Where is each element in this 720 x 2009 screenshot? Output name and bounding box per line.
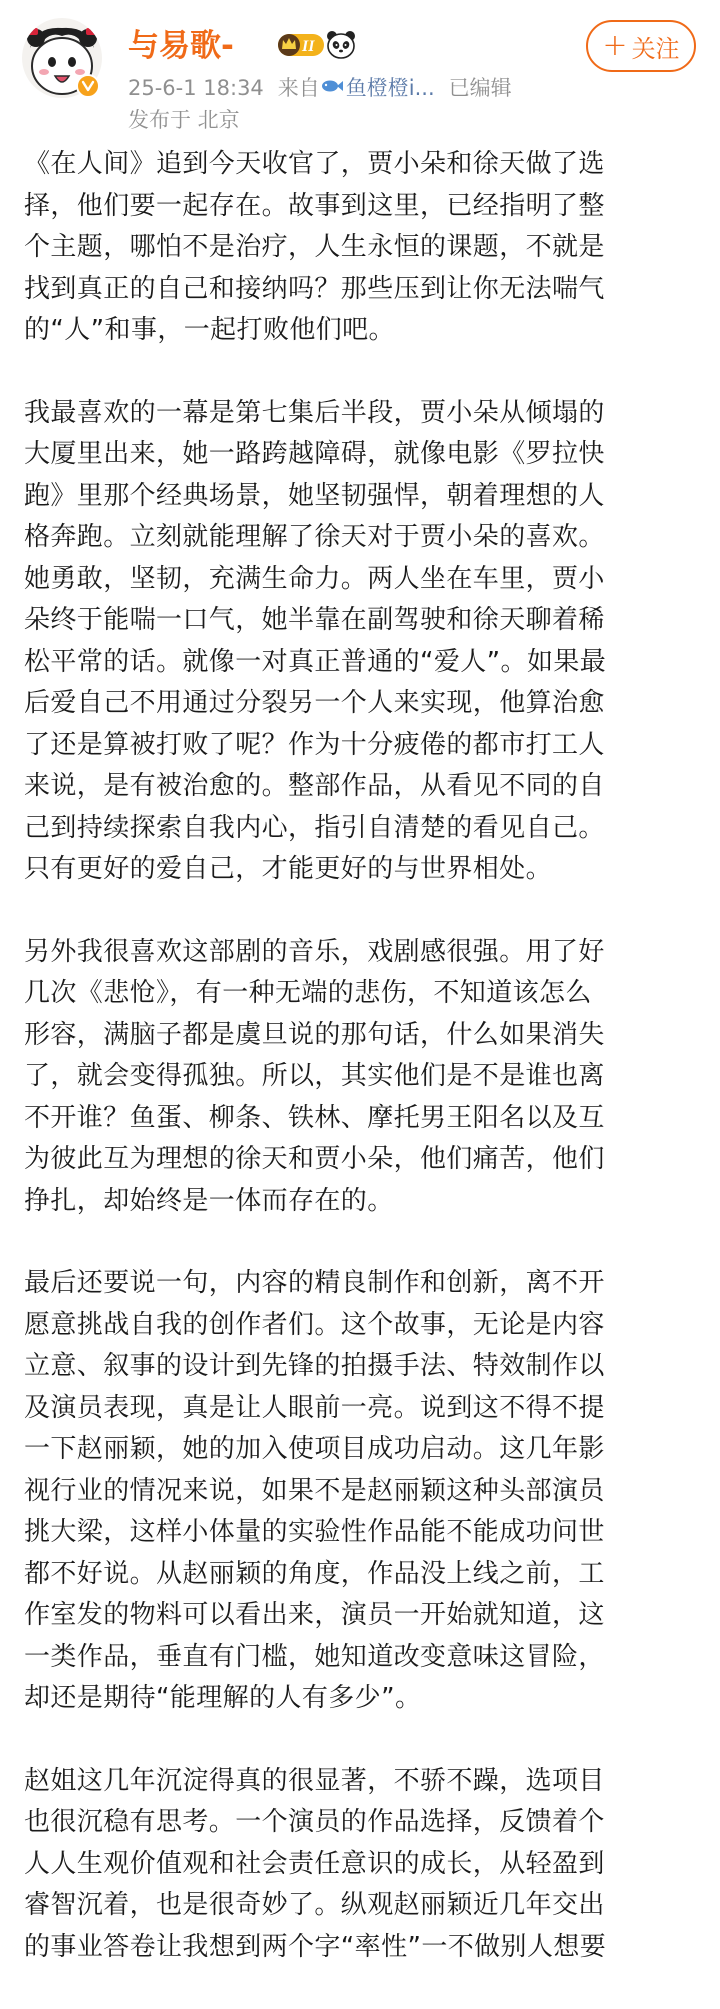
post-line: 作室发的物料可以看出来，演员一开始就知道，这 [24,1600,605,1630]
post-line: 找到真正的自己和接纳吗？那些压到让你无法喘气 [24,273,605,304]
post-line: 视行业的情况来说，如果不是赵丽颖这种头部演员 [24,1475,605,1506]
post-location: 发布于 北京 [128,108,240,132]
plus-icon: + [602,28,628,63]
follow-label: 关注 [631,34,680,63]
post-line: 形容，满脑子都是虞旦说的那句话，什么如果消失 [24,1019,605,1050]
post-line: 的“人”和事，一起打败他们吧。 [24,315,395,345]
level-badge-text: II [302,38,315,55]
post-meta [128,74,512,102]
post-body [24,144,696,2009]
post-line: 己到持续探索自我内心，指引自清楚的看见自己。 [24,812,605,843]
post-line: 大厦里出来，她一路跨越障碍，就像电影《罗拉快 [24,439,605,469]
post-line: 来说，是有被治愈的。整部作品，从看见不同的自 [24,771,605,801]
post-line: 朵终于能喘一口气，她半靠在副驾驶和徐天聊着稀 [24,605,605,635]
post-line: 几次《悲怆》，有一种无端的悲伤，不知道该怎么 [24,978,592,1008]
post-line: 了还是算被打败了呢？作为十分疲倦的都市打工人 [24,729,605,760]
post-paragraph [24,932,696,1223]
post-header [0,0,720,140]
post-line: 不开谁？鱼蛋、柳条、铁林、摩托男王阳名以及互 [24,1102,605,1133]
post-timestamp: 25-6-1 18:34 [128,76,264,100]
post-line: 她勇敢，坚韧，充满生命力。两人坐在车里，贾小 [24,563,605,594]
post-line: 却还是期待“能理解的人有多少”。 [24,1683,422,1713]
post-line: 后爱自己不用通过分裂另一个人来实现，他算治愈 [24,688,605,718]
post-line: 另外我很喜欢这部剧的音乐，戏剧感很强。用了好 [24,936,605,967]
post-line: 跑》里那个经典场景，她坚韧强悍，朝着理想的人 [24,480,605,511]
post-line: 只有更好的爱自己，才能更好的与世界相处。 [24,854,553,884]
post-line: 的事业答卷让我想到两个字“率性”一不做别人想要 [24,1931,607,1962]
post-line: 格奔跑。立刻就能理解了徐天对于贾小朵的喜欢。 [24,522,605,552]
post-line: 及演员表现，真是让人眼前一亮。说到这不得不提 [24,1392,605,1423]
post-line: 赵姐这几年沉淀得真的很显著，不骄不躁，选项目 [24,1765,605,1796]
post-line: 一类作品，垂直有门槛，她知道改变意味这冒险， [24,1641,605,1672]
post-line: 为彼此互为理想的徐天和贾小朵，他们痛苦，他们 [24,1144,605,1174]
edited-label[interactable]: 已编辑 [448,76,512,100]
post-line: 也很沉稳有思考。一个演员的作品选择，反馈着个 [24,1807,605,1837]
post-line: 睿智沉着，也是很奇妙了。纵观赵丽颖近几年交出 [24,1890,605,1920]
post-paragraph [24,144,696,352]
username[interactable]: 与易歌- [128,28,234,64]
post-line: 挣扎，却始终是一体而存在的。 [24,1185,394,1216]
panda-icon [325,29,357,61]
post-paragraph [24,1761,696,1969]
post-line: 挑大梁，这样小体量的实验性作品能不能成功问世 [24,1517,605,1547]
source-link[interactable]: 鱼橙橙i... [345,76,435,100]
post-line: 愿意挑战自我的创作者们。这个故事，无论是内容 [24,1309,605,1340]
post-paragraph [24,393,696,891]
verified-icon [76,74,100,98]
post-line: 一下赵丽颖，她的加入使项目成功启动。这几年影 [24,1434,605,1464]
post-line: 人人生观价值观和社会责任意识的成长，从轻盈到 [24,1848,605,1879]
post-line: 最后还要说一句，内容的精良制作和创新，离不开 [24,1268,605,1298]
post-line: 都不好说。从赵丽颖的角度，作品没上线之前，工 [24,1558,605,1589]
post-paragraph [24,1263,696,1720]
post-line: 立意、叙事的设计到先锋的拍摄手法、特效制作以 [24,1351,605,1381]
post-line: 了，就会变得孤独。所以，其实他们是不是谁也离 [24,1061,605,1091]
fish-icon [320,74,344,102]
source-prefix: 来自 [277,76,320,100]
post-line: 《在人间》追到今天收官了，贾小朵和徐天做了选 [24,149,605,179]
post-line: 我最喜欢的一幕是第七集后半段，贾小朵从倾塌的 [24,397,605,428]
post-line: 个主题，哪怕不是治疗，人生永恒的课题，不就是 [24,232,605,262]
post-line: 择，他们要一起存在。故事到这里，已经指明了整 [24,190,605,221]
follow-button[interactable] [586,20,696,72]
post-line: 松平常的话。就像一对真正普通的“爱人”。如果最 [24,646,607,677]
